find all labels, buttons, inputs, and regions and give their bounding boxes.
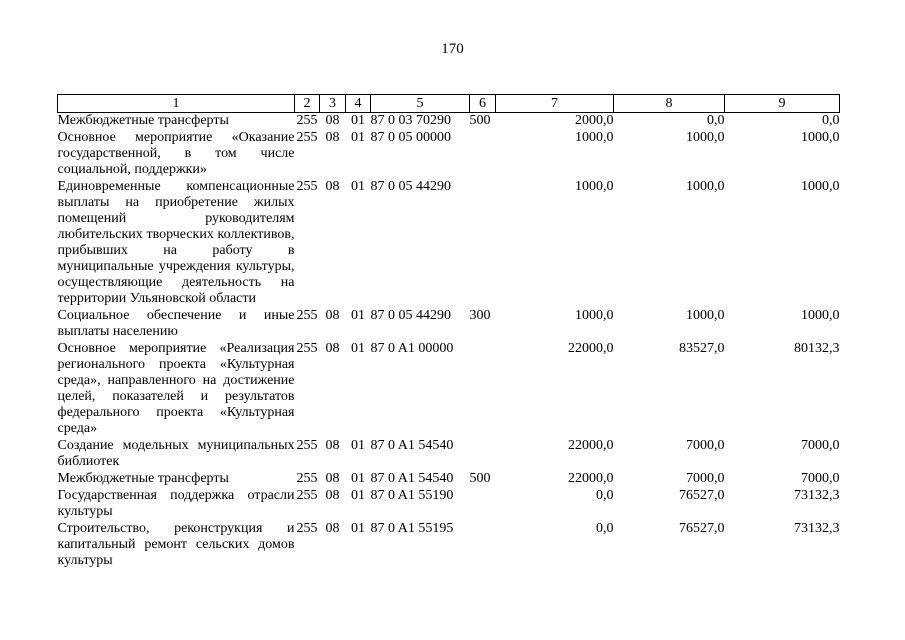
amount-col8-cell: 76527,0 (679, 521, 725, 536)
table-row (58, 438, 840, 471)
section-cell: 08 (325, 113, 340, 128)
grbs-cell: 255 (296, 308, 318, 323)
amount-col7-cell: 22000,0 (568, 438, 614, 453)
header-cell: 5 (371, 95, 470, 113)
table-row (58, 341, 840, 438)
section-cell: 08 (325, 341, 340, 356)
target-article-cell: 87 0 05 44290 (370, 308, 451, 323)
subsection-cell: 01 (351, 471, 365, 486)
subsection-cell: 01 (351, 130, 365, 145)
amount-col8-cell: 1000,0 (686, 308, 725, 323)
header-cell: 1 (58, 95, 295, 113)
amount-col9-cell: 1000,0 (801, 179, 840, 194)
subsection-cell: 01 (351, 488, 365, 503)
amount-col8-cell: 1000,0 (686, 179, 725, 194)
target-article-cell: 87 0 A1 54540 (370, 471, 454, 486)
row-name-cell: Основное мероприятие «Реализация регионального проекта «Культурная среда», направленного на достижение целей, показателей и результатов федерального проекта «Культурная среда» (57, 341, 295, 436)
amount-col7-cell: 0,0 (596, 521, 614, 536)
table-row (58, 179, 840, 308)
expense-type-cell: 500 (469, 471, 491, 486)
section-cell: 08 (325, 488, 340, 503)
subsection-cell: 01 (351, 341, 365, 356)
grbs-cell: 255 (296, 521, 318, 536)
amount-col9-cell: 7000,0 (801, 438, 840, 453)
table-row (58, 521, 840, 570)
expense-type-cell (470, 341, 496, 438)
amount-col8-cell: 7000,0 (686, 471, 725, 486)
row-name-cell: Социальное обеспечение и иные выплаты населению (57, 308, 295, 339)
row-name-cell: Межбюджетные трансферты (57, 471, 229, 486)
row-name-cell: Создание модельных муниципальных библиотек (57, 438, 295, 469)
section-cell: 08 (325, 521, 340, 536)
header-cell: 8 (614, 95, 725, 113)
section-cell: 08 (325, 471, 340, 486)
amount-col7-cell: 22000,0 (568, 341, 614, 356)
row-name-cell: Межбюджетные трансферты (57, 113, 229, 128)
row-name-cell: Единовременные компенсационные выплаты на приобретение жилых помещений руководителям любительских творческих коллективов, прибывших на работу в муниципальные учреждения культуры, осуществляющие деятельность на территории Ульяновской области (57, 179, 295, 306)
target-article-cell: 87 0 05 44290 (370, 179, 451, 194)
amount-col8-cell: 83527,0 (679, 341, 725, 356)
header-cell: 4 (346, 95, 371, 113)
expense-type-cell (470, 438, 496, 471)
grbs-cell: 255 (296, 488, 318, 503)
target-article-cell: 87 0 A1 00000 (370, 341, 454, 356)
amount-col8-cell: 1000,0 (686, 130, 725, 145)
table-row (58, 471, 840, 488)
table-row (58, 130, 840, 179)
subsection-cell: 01 (351, 438, 365, 453)
grbs-cell: 255 (296, 471, 318, 486)
amount-col7-cell: 1000,0 (575, 179, 614, 194)
subsection-cell: 01 (351, 521, 365, 536)
target-article-cell: 87 0 A1 54540 (370, 438, 454, 453)
target-article-cell: 87 0 03 70290 (370, 113, 451, 128)
expense-type-cell: 500 (469, 113, 491, 128)
amount-col9-cell: 73132,3 (794, 521, 840, 536)
row-name-cell: Государственная поддержка отрасли культуры (57, 488, 295, 519)
amount-col7-cell: 22000,0 (568, 471, 614, 486)
amount-col9-cell: 7000,0 (801, 471, 840, 486)
subsection-cell: 01 (351, 308, 365, 323)
grbs-cell: 255 (296, 113, 318, 128)
budget-table (57, 94, 840, 570)
table-row (58, 113, 840, 131)
amount-col9-cell: 73132,3 (794, 488, 840, 503)
row-name-cell: Основное мероприятие «Оказание государственной, в том числе социальной, поддержки» (57, 130, 295, 177)
header-cell: 2 (295, 95, 320, 113)
header-row (58, 95, 840, 113)
expense-type-cell: 300 (469, 308, 491, 323)
amount-col9-cell: 1000,0 (801, 308, 840, 323)
target-article-cell: 87 0 A1 55190 (370, 488, 454, 503)
target-article-cell: 87 0 05 00000 (370, 130, 451, 145)
expense-type-cell (470, 179, 496, 308)
amount-col8-cell: 7000,0 (686, 438, 725, 453)
grbs-cell: 255 (296, 438, 318, 453)
target-article-cell: 87 0 A1 55195 (370, 521, 454, 536)
header-cell: 7 (496, 95, 614, 113)
grbs-cell: 255 (296, 341, 318, 356)
subsection-cell: 01 (351, 179, 365, 194)
section-cell: 08 (325, 179, 340, 194)
expense-type-cell (470, 488, 496, 521)
page-number: 170 (441, 41, 464, 57)
header-cell: 6 (470, 95, 496, 113)
amount-col8-cell: 0,0 (707, 113, 725, 128)
amount-col8-cell: 76527,0 (679, 488, 725, 503)
header-cell: 9 (725, 95, 840, 113)
table-row (58, 488, 840, 521)
section-cell: 08 (325, 438, 340, 453)
amount-col9-cell: 0,0 (822, 113, 840, 128)
section-cell: 08 (325, 130, 340, 145)
amount-col7-cell: 0,0 (596, 488, 614, 503)
subsection-cell: 01 (351, 113, 365, 128)
grbs-cell: 255 (296, 130, 318, 145)
row-name-cell: Строительство, реконструкция и капитальный ремонт сельских домов культуры (57, 521, 295, 568)
amount-col9-cell: 1000,0 (801, 130, 840, 145)
amount-col9-cell: 80132,3 (794, 341, 840, 356)
section-cell: 08 (325, 308, 340, 323)
amount-col7-cell: 1000,0 (575, 308, 614, 323)
grbs-cell: 255 (296, 179, 318, 194)
header-cell: 3 (320, 95, 346, 113)
expense-type-cell (470, 521, 496, 570)
amount-col7-cell: 1000,0 (575, 130, 614, 145)
table-row (58, 308, 840, 341)
expense-type-cell (470, 130, 496, 179)
amount-col7-cell: 2000,0 (575, 113, 614, 128)
